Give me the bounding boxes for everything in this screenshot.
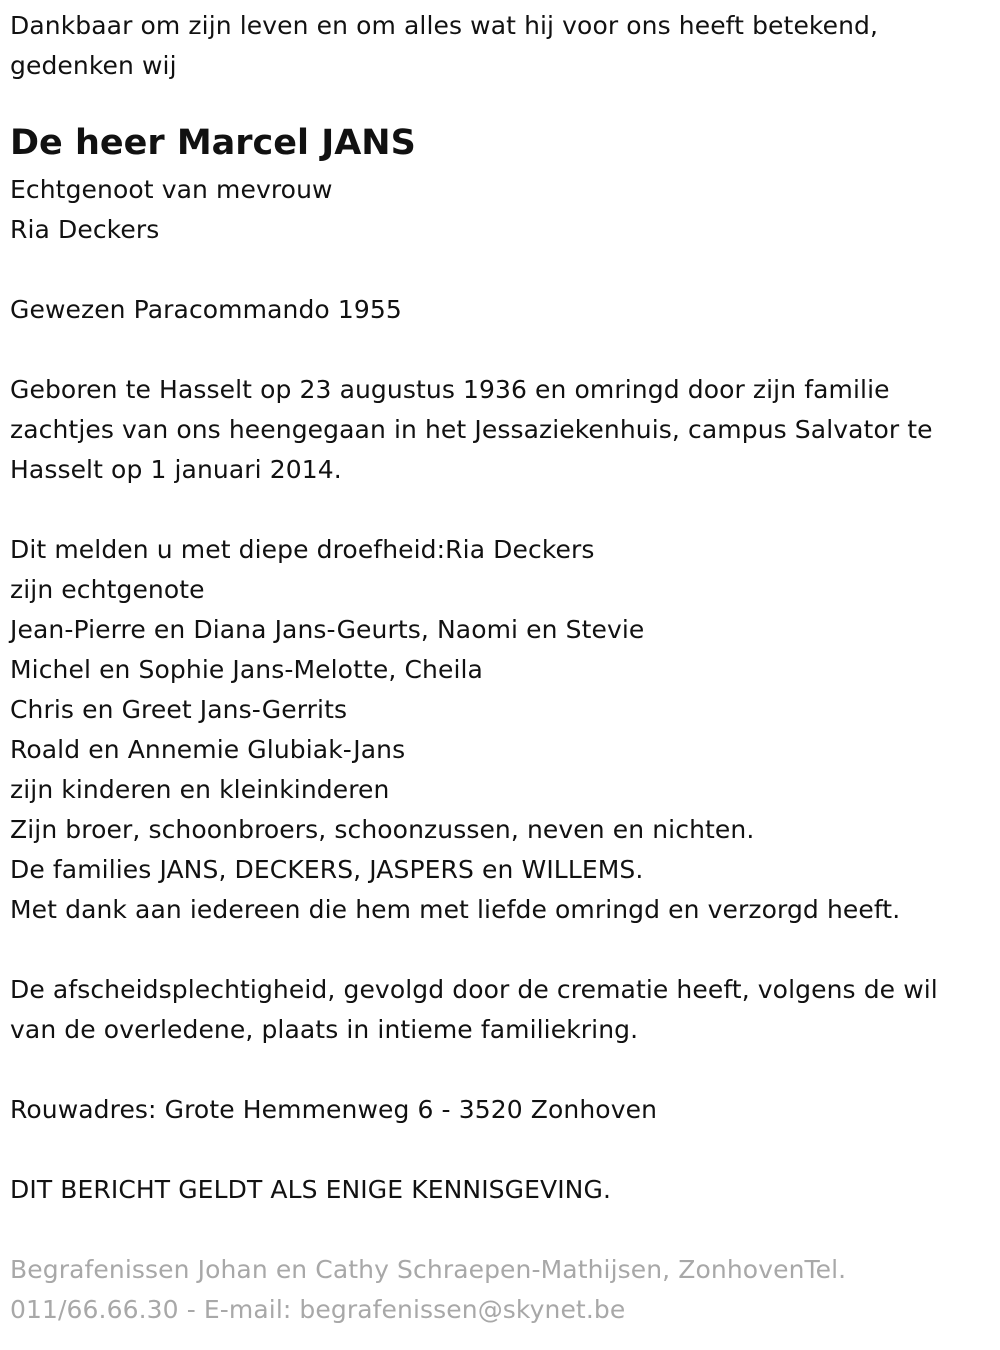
intro-section [10, 6, 995, 86]
family-line: Roald en Annemie Glubiak-Jans [10, 735, 406, 764]
birth-death-line: zachtjes van ons heengegaan in het Jessaziekenhuis, campus Salvator te [10, 415, 933, 444]
spacer [10, 490, 995, 530]
birth-death-line: Geboren te Hasselt op 23 augustus 1936 en omringd door zijn familie [10, 375, 890, 404]
family-line: zijn kinderen en kleinkinderen [10, 775, 390, 804]
footer-line: Begrafenissen Johan en Cathy Schraepen-Mathijsen, ZonhovenTel. [10, 1255, 847, 1284]
spacer [10, 250, 995, 290]
ceremony-line: De afscheidsplechtigheid, gevolgd door de crematie heeft, volgens de wil [10, 975, 938, 1004]
footer-line: 011/66.66.30 - E-mail: begrafenissen@skynet.be [10, 1295, 626, 1324]
family-section [10, 530, 995, 930]
family-line: zijn echtgenote [10, 575, 205, 604]
spacer [10, 330, 995, 370]
family-line: Dit melden u met diepe droefheid:Ria Deckers [10, 535, 595, 564]
family-line: Met dank aan iedereen die hem met liefde omringd en verzorgd heeft. [10, 895, 901, 924]
spouse-line: Ria Deckers [10, 215, 160, 244]
family-line: Zijn broer, schoonbroers, schoonzussen, neven en nichten. [10, 815, 755, 844]
deceased-name: De heer Marcel JANS [10, 123, 416, 163]
spouse-section [10, 170, 995, 250]
funeral-home-footer [10, 1250, 995, 1330]
intro-line: gedenken wij [10, 51, 177, 80]
spacer [10, 1050, 995, 1090]
spacer [10, 1210, 995, 1250]
family-line: Michel en Sophie Jans-Melotte, Cheila [10, 655, 483, 684]
family-line: Jean-Pierre en Diana Jans-Geurts, Naomi en Stevie [10, 615, 645, 644]
ceremony-line: van de overledene, plaats in intieme familiekring. [10, 1015, 639, 1044]
notice-line: DIT BERICHT GELDT ALS ENIGE KENNISGEVING. [10, 1175, 611, 1204]
birth-death-line: Hasselt op 1 januari 2014. [10, 455, 342, 484]
birth-death-section [10, 370, 995, 490]
mourning-address: Rouwadres: Grote Hemmenweg 6 - 3520 Zonhoven [10, 1095, 658, 1124]
family-line: De families JANS, DECKERS, JASPERS en WILLEMS. [10, 855, 644, 884]
family-line: Chris en Greet Jans-Gerrits [10, 695, 348, 724]
obituary-notice [10, 6, 995, 1330]
intro-line: Dankbaar om zijn leven en om alles wat hij voor ons heeft betekend, [10, 11, 879, 40]
spacer [10, 1130, 995, 1170]
service-line: Gewezen Paracommando 1955 [10, 295, 402, 324]
spacer [10, 930, 995, 970]
spouse-line: Echtgenoot van mevrouw [10, 175, 333, 204]
ceremony-section [10, 970, 995, 1050]
